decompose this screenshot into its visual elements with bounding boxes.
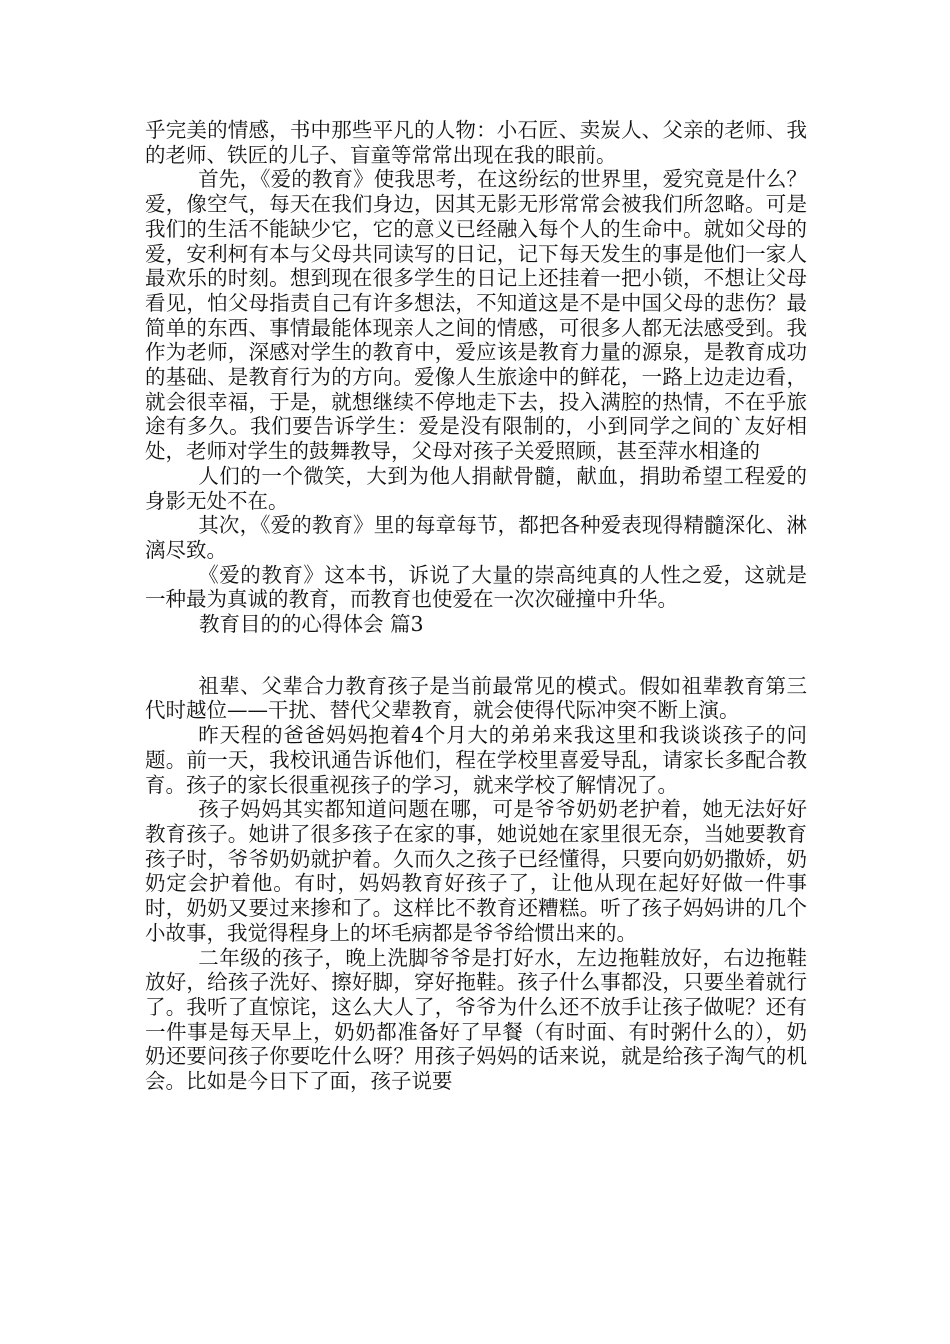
paragraph-conclusion: 《爱的教育》这本书，诉说了大量的崇高纯真的人性之爱，这就是一种最为真诚的教育，而教育也使爱在一次次碰撞中升华。 xyxy=(145,562,807,612)
section-heading: 教育目的的心得体会 篇3 xyxy=(199,612,424,637)
paragraph-continued: 乎完美的情感，书中那些平凡的人物：小石匠、卖炭人、父亲的老师、我的老师、铁匠的儿子、盲童等常常出现在我的眼前。 xyxy=(145,118,807,167)
paragraph-second-point: 其次，《爱的教育》里的每章每节，都把各种爱表现得精髓深化、淋漓尽致。 xyxy=(145,513,807,562)
document-page xyxy=(145,118,807,1094)
paragraph-love-everywhere: 人们的一个微笑，大到为他人捐献骨髓，献血，捐助希望工程爱的身影无处不在。 xyxy=(145,463,807,513)
section-spacer xyxy=(145,637,807,674)
paragraph-intro: 祖辈、父辈合力教育孩子是当前最常见的模式。假如祖辈教育第三代时越位——干扰、替代父辈教育，就会使得代际冲突不断上演。 xyxy=(145,673,807,723)
paragraph-first-point: 首先，《爱的教育》使我思考，在这纷纭的世界里，爱究竟是什么？爱，像空气，每天在我们身边，因其无影无形常常会被我们所忽略。可是我们的生活不能缺少它，它的意义已经融入每个人的生命中。就如父母的爱，安利柯有本与父母共同读写的日记，记下每天发生的事是他们一家人最欢乐的时刻。想到现在很多学生的日记上还挂着一把小锁，不想让父母看见，怕父母指责自己有许多想法，不知道这是不是中国父母的悲伤？最简单的东西、事情最能体现亲人之间的情感，可很多人都无法感受到。我作为老师，深感对学生的教育中，爱应该是教育力量的源泉，是教育成功的基础、是教育行为的方向。爱像人生旅途中的鲜花，一路上边走边看，就会很幸福，于是，就想继续不停地走下去，投入满腔的热情，不在乎旅途有多久。我们要告诉学生：爱是没有限制的，小到同学之间的`友好相处，老师对学生的鼓舞教导，父母对孩子关爱照顾，甚至萍水相逢的 xyxy=(145,167,807,464)
paragraph-mother-story: 孩子妈妈其实都知道问题在哪，可是爷爷奶奶老护着，她无法好好教育孩子。她讲了很多孩子在家的事，她说她在家里很无奈，当她要教育孩子时，爷爷奶奶就护着。久而久之孩子已经懂得，只要向奶奶撒娇，奶奶定会护着他。有时，妈妈教育好孩子了，让他从现在起好好做一件事时，奶奶又要过来掺和了。这样比不教育还糟糕。听了孩子妈妈讲的几个小故事，我觉得程身上的坏毛病都是爷爷给惯出来的。 xyxy=(145,797,807,945)
paragraph-grade-two: 二年级的孩子，晚上洗脚爷爷是打好水，左边拖鞋放好，右边拖鞋放好，给孩子洗好、擦好脚，穿好拖鞋。孩子什么事都没，只要坐着就行了。我听了直惊诧，这么大人了，爷爷为什么还不放手让孩子做呢？还有一件事是每天早上，奶奶都准备好了早餐（有时面、有时粥什么的），奶奶还要问孩子你要吃什么呀？用孩子妈妈的话来说，就是给孩子淘气的机会。比如是今日下了面，孩子说要 xyxy=(145,945,807,1094)
paragraph-parents-visit: 昨天程的爸爸妈妈抱着4个月大的弟弟来我这里和我谈谈孩子的问题。前一天，我校讯通告诉他们，程在学校里喜爱导乱，请家长多配合教育。孩子的家长很重视孩子的学习，就来学校了解情况了。 xyxy=(145,723,807,797)
